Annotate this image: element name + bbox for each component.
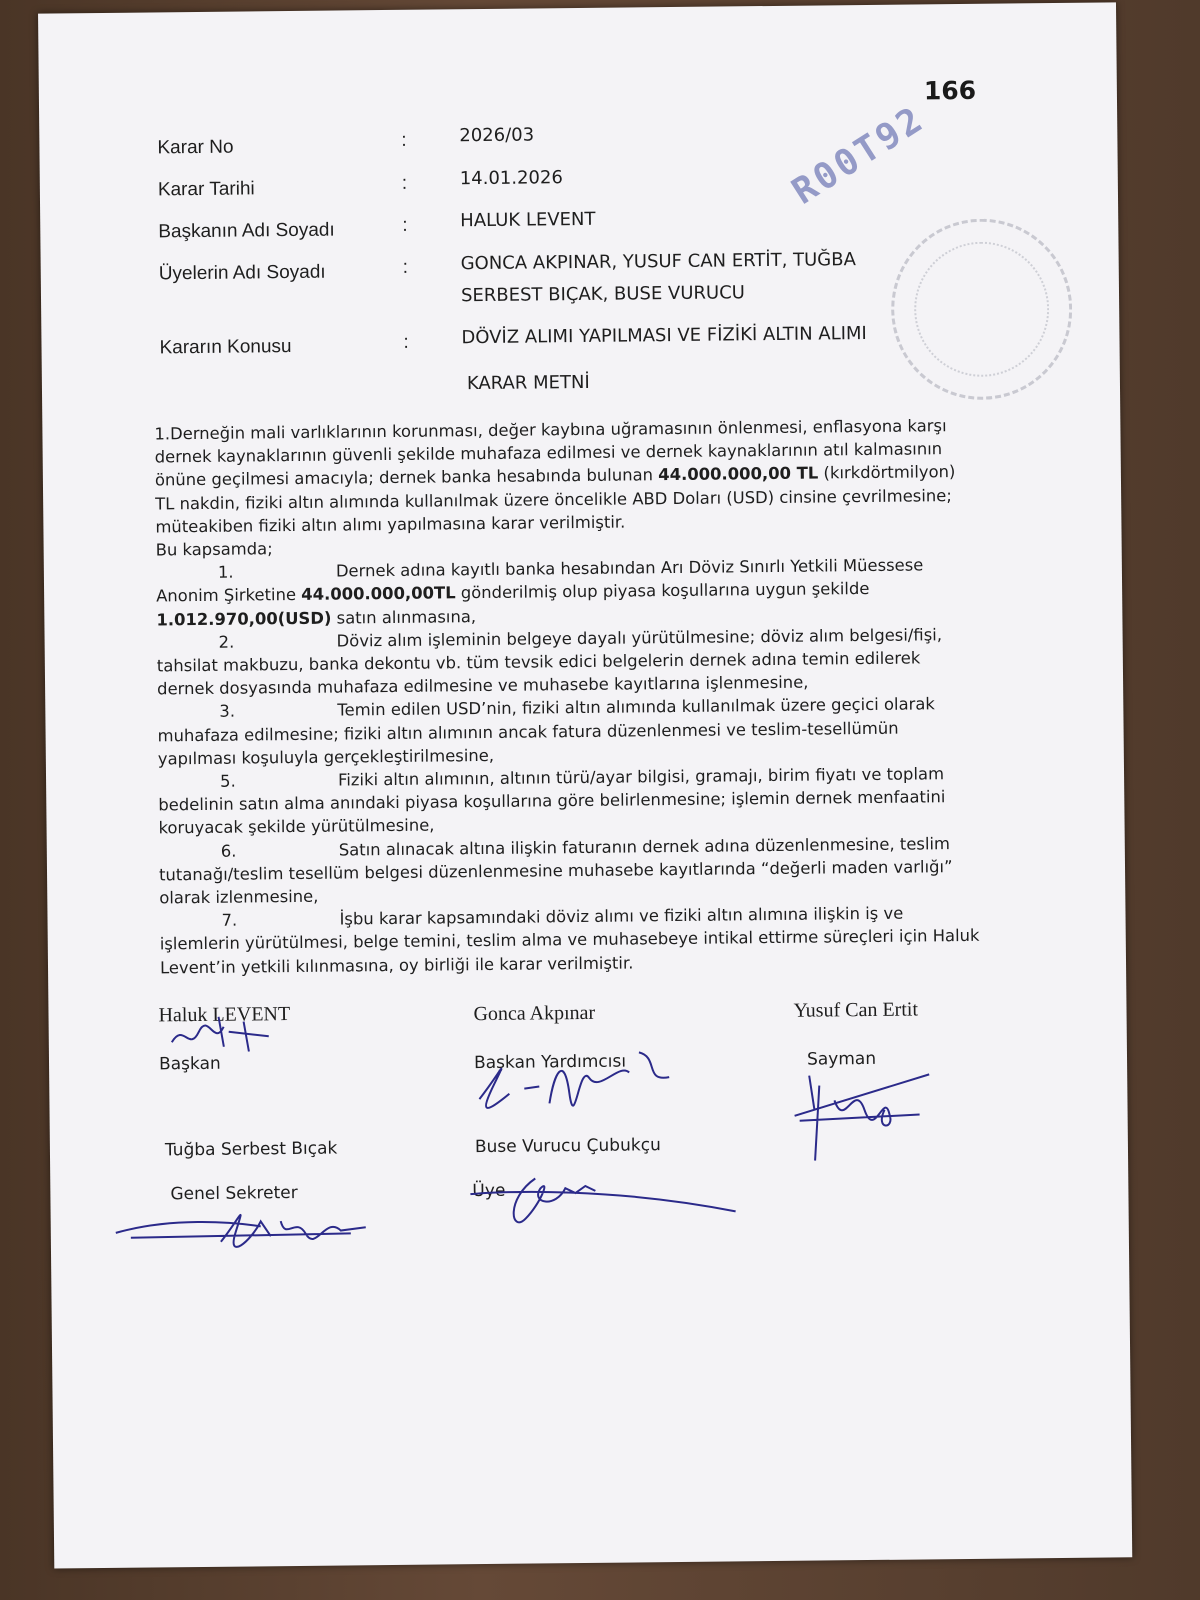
signatory-role-secretary: Genel Sekreter xyxy=(170,1182,298,1205)
decision-date-label: Karar Tarihi xyxy=(157,178,255,201)
item-number: 2. xyxy=(218,632,235,652)
members-label: Üyelerin Adı Soyadı xyxy=(158,261,326,285)
item-text: Satın alınacak altına ilişkin faturanın dernek adına düzenlenmesine, teslim tutanağı/teslim tesellüm belgesi düzenlenmesine muhasebe kayıtlarında “değerli maden varlığı” olarak izlenmesine, xyxy=(158,833,953,908)
signature-chairman xyxy=(163,1011,284,1062)
members-value-line1: GONCA AKPINAR, YUSUF CAN ERTİT, TUĞBA xyxy=(460,249,856,275)
amount-usd: 1.012.970,00(USD) xyxy=(156,608,332,630)
section-title: KARAR METNİ xyxy=(466,371,590,395)
signature-treasurer xyxy=(789,1069,940,1171)
intro-amount: 44.000.000,00 TL xyxy=(658,463,819,485)
signatory-name-chairman: Haluk LEVENT xyxy=(158,1003,291,1027)
item-text: satın alınmasına, xyxy=(331,606,477,628)
decision-no-value: 2026/03 xyxy=(459,124,535,147)
decision-no-label: Karar No xyxy=(157,136,234,159)
members-value-line2: SERBEST BIÇAK, BUSE VURUCU xyxy=(460,282,746,307)
intro-text-continued: (kırkdörtmilyon) TL nakdin, fiziki altın alımında kullanılmak üzere öncelikle ABD Doları (USD) cinsine çevrilmesine; müteakiben fiziki altın alımı yapılmasına karar verilmiştir. xyxy=(155,462,956,537)
colon: : xyxy=(402,214,408,236)
colon: : xyxy=(403,331,409,353)
page-number: 166 xyxy=(923,75,977,106)
chairman-value: HALUK LEVENT xyxy=(460,208,596,232)
seal-inner-ring xyxy=(913,241,1049,377)
item-text: İşbu karar kapsamındaki döviz alımı ve fiziki altın alımına ilişkin iş ve işlemlerin yürütülmesi, belge temini, teslim alma ve muhasebeye intikal ettirme süreçleri için Haluk Levent’in yetkili kılınmasına, oy birliği ile karar verilmiştir. xyxy=(159,903,980,978)
scope-line: Bu kapsamda; xyxy=(155,539,273,560)
colon: : xyxy=(401,129,407,151)
item-2 xyxy=(157,623,978,701)
signatory-name-vice-chairman: Gonca Akpınar xyxy=(473,1001,596,1026)
colon: : xyxy=(402,256,409,278)
signatory-name-member: Buse Vurucu Çubukçu xyxy=(474,1135,661,1158)
signature-secretary xyxy=(110,1195,371,1258)
subject-label: Kararın Konusu xyxy=(159,336,292,359)
signatory-role-chairman: Başkan xyxy=(158,1053,221,1075)
item-number: 1. xyxy=(217,562,234,583)
item-6 xyxy=(159,831,980,909)
item-number: 3. xyxy=(219,702,236,722)
item-text: Fiziki altın alımının, altının türü/ayar bilgisi, gramajı, birim fiyatı ve toplam bedelinin satın alma anındaki piyasa koşullarına göre belirlenmesine; işlemin dernek menfaatini koruyacak şekilde yürütülmesine, xyxy=(158,764,946,838)
intro-paragraph xyxy=(154,414,975,539)
item-7 xyxy=(159,901,980,979)
decision-date-value: 14.01.2026 xyxy=(459,167,563,190)
document-page xyxy=(38,2,1132,1568)
association-seal xyxy=(890,218,1073,401)
item-5 xyxy=(158,762,979,840)
item-text: Döviz alım işleminin belgeye dayalı yürütülmesine; döviz alım belgesi/fişi, tahsilat makbuzu, banka dekontu vb. tüm tevsik edici belgelerin dernek adına temin edilerek dernek dosyasında muhafaza edilmesine ve muhasebe kayıtlarına işlenmesine, xyxy=(156,625,943,699)
signature-vice-chairman xyxy=(469,1032,690,1114)
signatory-role-treasurer: Sayman xyxy=(806,1048,877,1070)
colon: : xyxy=(401,172,408,194)
amount-tl: 44.000.000,00TL xyxy=(301,583,456,605)
item-number: 6. xyxy=(220,841,237,861)
chairman-label: Başkanın Adı Soyadı xyxy=(158,219,335,243)
item-number: 7. xyxy=(221,910,238,931)
item-1 xyxy=(156,553,977,631)
signatory-role-member: Üye xyxy=(472,1180,506,1202)
registry-stamp: R00T92 xyxy=(785,98,932,213)
item-text: Temin edilen USD’nin, fiziki altın alımında kullanılmak üzere geçici olarak muhafaza edilmesine; fiziki altın alımının ancak fatura düzenlenmesi ve teslim-tesellümün yapılması koşuluyla gerçekleştirilmesine, xyxy=(157,694,935,769)
signatory-name-treasurer: Yusuf Can Ertit xyxy=(793,998,919,1022)
item-3 xyxy=(157,692,978,770)
signatory-name-secretary: Tuğba Serbest Bıçak xyxy=(164,1138,338,1161)
item-text: Dernek adına kayıtlı banka hesabından Arı Döviz Sınırlı Yetkili Müessese Anonim Şirketine xyxy=(156,555,924,606)
decision-text xyxy=(154,414,980,979)
subject-value: DÖVİZ ALIMI YAPILMASI VE FİZİKİ ALTIN ALIMI xyxy=(461,322,867,349)
signatory-role-vice-chairman: Başkan Yardımcısı xyxy=(473,1051,627,1074)
item-number: 5. xyxy=(219,771,236,791)
intro-text: 1.Derneğin mali varlıklarının korunması, değer kaybına uğramasının önlenmesi, enflasyona karşı dernek kaynaklarının güvenli şekilde muhafaza edilmesi ve dernek kaynaklarının atıl kalmasının önüne geçilmesi amacıyla; dernek banka hesabında bulunan xyxy=(154,416,947,490)
item-text: gönderilmiş olup piyasa koşullarına uygun şekilde xyxy=(455,579,870,603)
signature-member xyxy=(465,1156,736,1239)
